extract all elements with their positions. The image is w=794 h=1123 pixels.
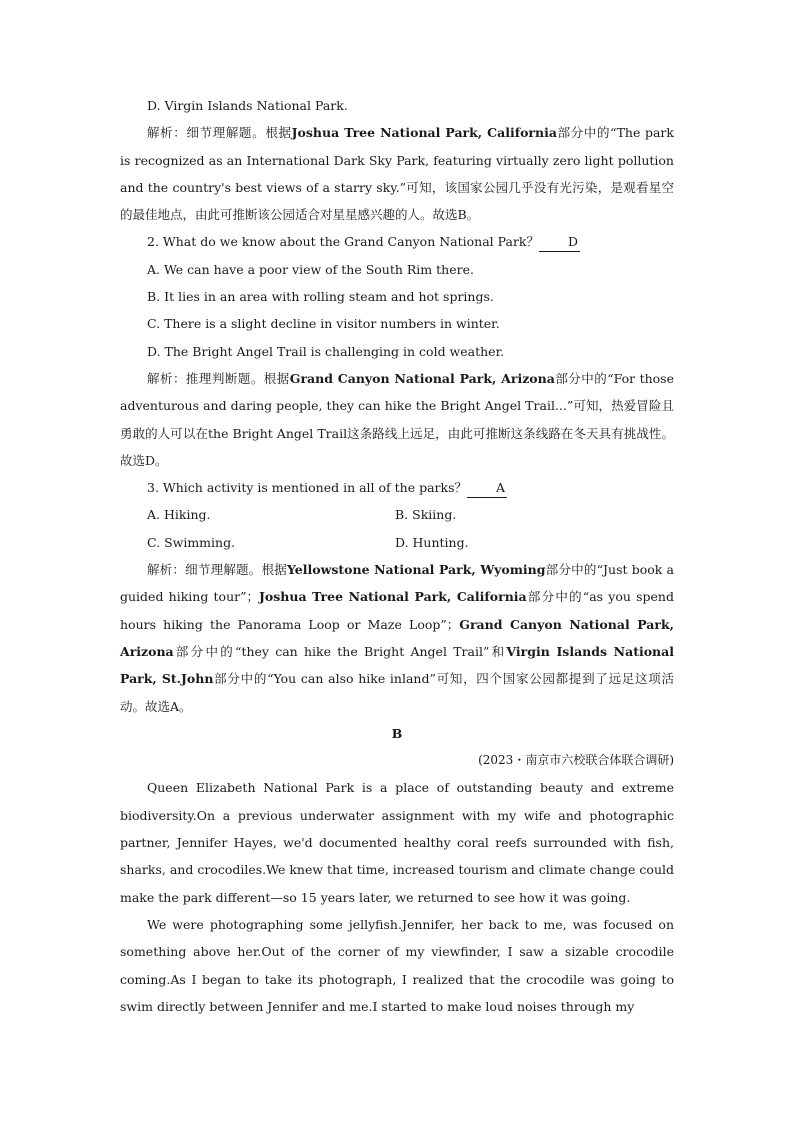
q3-exp-pre: 解析：细节理解题。根据	[147, 562, 287, 578]
q1-exp-pre: 解析：细节理解题。根据	[147, 125, 292, 141]
q2-option-a: A. We can have a poor view of the South Rim there.	[147, 261, 474, 277]
q2-option-b: B. It lies in an area with rolling steam and hot springs.	[147, 289, 494, 305]
q3-exp-t2: 部分中的“as you spend hours hiking the Panorama Loop or Maze Loop”；	[120, 589, 674, 632]
q2-explanation	[120, 365, 674, 474]
q3-option-c: C. Swimming.	[147, 534, 236, 550]
q3-exp-t1: 部分中的“Just book a guided hiking tour”；	[120, 562, 674, 605]
q3-options-row-1	[120, 501, 674, 528]
document-page	[120, 92, 674, 1020]
q2-exp-bold: Grand Canyon National Park, Arizona	[289, 370, 555, 386]
q2-option-c: C. There is a slight decline in visitor numbers in winter.	[147, 316, 500, 332]
q2-answer: D	[539, 233, 580, 252]
q2-option-d: D. The Bright Angel Trail is challenging in cold weather.	[147, 343, 505, 359]
q1-explanation	[120, 119, 674, 228]
q3-option-d: D. Hunting.	[395, 534, 469, 550]
q2-stem	[120, 228, 674, 255]
q3-option-b: B. Skiing.	[395, 507, 457, 523]
q3-exp-t3: 部分中的“they can hike the Bright Angel Trail”和	[173, 643, 507, 659]
section-source: (2023・南京市六校联合体联合调研)	[478, 753, 674, 768]
q3-exp-b4: Virgin Islands National Park, St.John	[120, 643, 674, 687]
q3-exp-b3: Grand Canyon National Park, Arizona	[120, 616, 674, 659]
passage-paragraph-1: Queen Elizabeth National Park is a place of outstanding beauty and extreme biodiversity.On a previous underwater assignment with my wife and photographic partner, Jennifer Hayes, we'd documented healthy coral reefs surrounded with fish, sharks, and crocodiles.We knew that time, increased tourism and climate change could make the park different—so 15 years later, we returned to see how it was going.	[120, 780, 674, 905]
q3-stem-text: 3. Which activity is mentioned in all of the parks？	[147, 480, 468, 496]
q3-answer: A	[467, 479, 507, 498]
q2-exp-pre: 解析：推理判断题。根据	[147, 370, 290, 386]
q3-exp-t4: 部分中的“You can also hike inland”可知，四个国家公园都提到了远足这项活动。故选A。	[120, 671, 674, 714]
q1-exp-bold: Joshua Tree National Park, California	[291, 125, 557, 141]
q2-stem-text: 2. What do we know about the Grand Canyon National Park？	[147, 234, 539, 250]
section-letter: B	[391, 725, 403, 741]
q1-option-d: D. Virgin Islands National Park.	[147, 98, 348, 113]
q3-exp-b2: Joshua Tree National Park, California	[259, 589, 527, 605]
q3-exp-b1: Yellowstone National Park, Wyoming	[286, 562, 546, 578]
q3-option-a: A. Hiking.	[147, 507, 211, 523]
q3-options-row-2	[120, 529, 674, 556]
q3-stem	[120, 474, 674, 501]
q2-exp-mid: 部分中的“For those adventurous and daring people, they can hike the Bright Angel Trail...”可知，热爱冒险且勇敢的人可以在the Bright Angel Trail这条路线上远足，由此可推断这条线路在冬天具有挑战性。故选D。	[120, 370, 674, 468]
q3-explanation	[120, 556, 674, 720]
q1-exp-mid: 部分中的“The park is recognized as an International Dark Sky Park, featuring virtually zero light pollution and the country's best views of a starry sky.”可知，该国家公园几乎没有光污染，是观看星空的最佳地点，由此可推断该公园适合对星星感兴趣的人。故选B。	[120, 125, 674, 223]
passage-paragraph-2: We were photographing some jellyfish.Jennifer, her back to me, was focused on something above her.Out of the corner of my viewfinder, I saw a sizable crocodile coming.As I began to take its photograph, I realized that the crocodile was going to swim directly between Jennifer and me.I started to make loud noises through my	[120, 916, 674, 1014]
